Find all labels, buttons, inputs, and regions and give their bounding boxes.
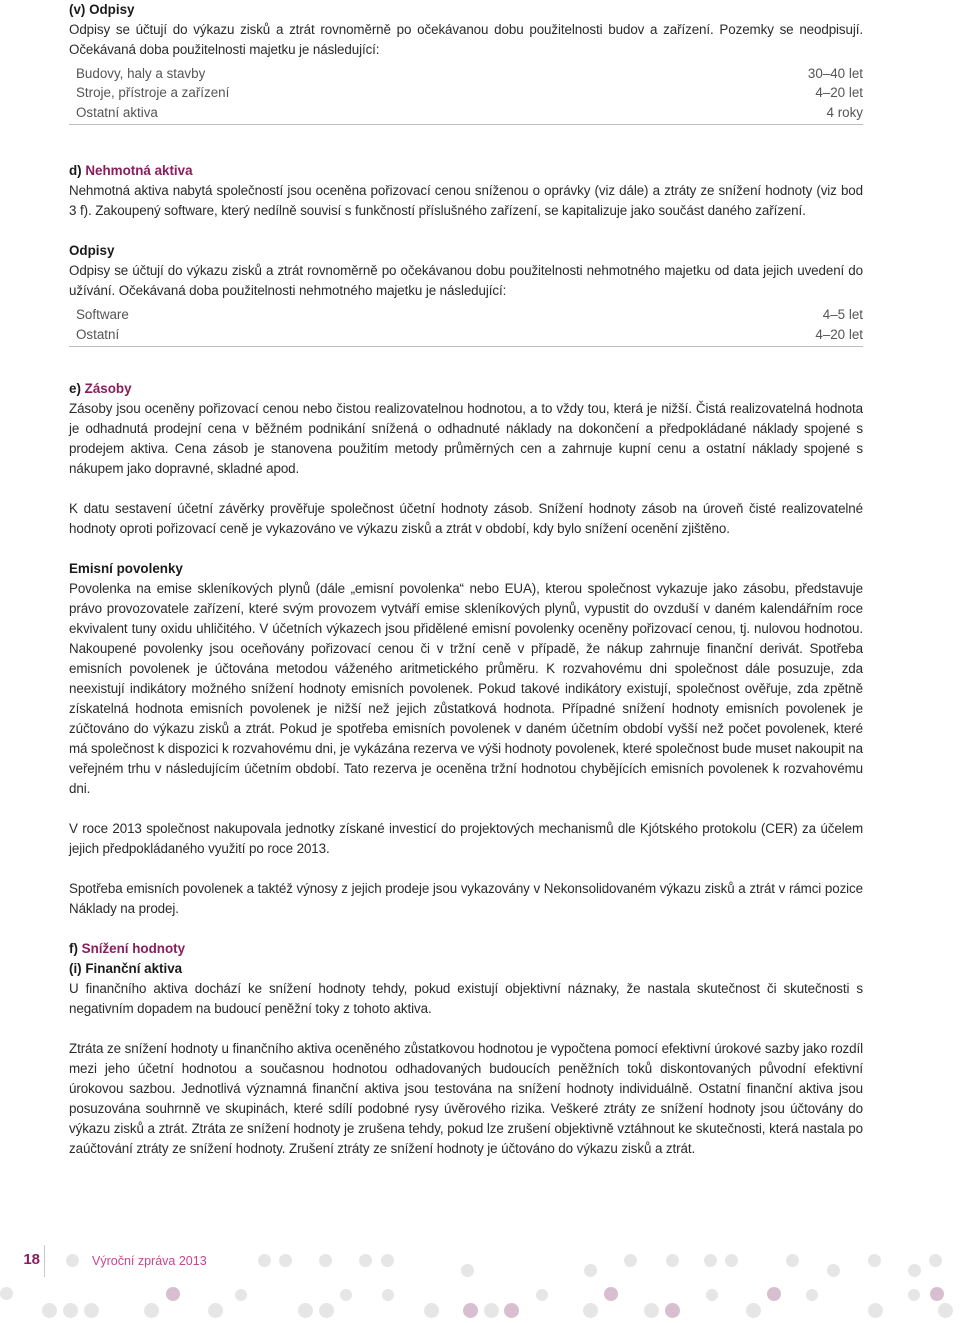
section-d-title: Nehmotná aktiva xyxy=(85,163,193,178)
decorative-dot xyxy=(298,1303,313,1318)
section-e-heading xyxy=(69,379,863,399)
decorative-dot xyxy=(319,1254,332,1267)
decorative-dot xyxy=(424,1303,439,1318)
table-cell-value: 4–20 let xyxy=(815,85,863,100)
decorative-dot xyxy=(536,1289,548,1301)
decorative-dot xyxy=(929,1254,942,1267)
useful-life-table xyxy=(69,64,863,125)
table-cell-label: Budovy, haly a stavby xyxy=(76,66,206,81)
decorative-dot xyxy=(279,1254,292,1267)
decorative-dot xyxy=(584,1264,597,1277)
section-f-heading xyxy=(69,939,863,959)
decorative-dot xyxy=(504,1303,519,1318)
decorative-dot xyxy=(359,1254,372,1267)
table-row xyxy=(69,102,863,125)
decorative-dot xyxy=(235,1289,247,1301)
decorative-dot xyxy=(461,1264,474,1277)
section-d-sub-text: Odpisy se účtují do výkazu zisků a ztrát rovnoměrně po očekávanou dobu použitelnosti nehmotného majetku od data jejich uvedení do užívání. Očekávaná doba použitelnosti nehmotného majetku je následující: xyxy=(69,263,863,298)
decorative-dot xyxy=(746,1303,761,1318)
section-e-p2: K datu sestavení účetní závěrky prověřuje společnost účetní hodnoty zásob. Snížení hodnoty zásob na úroveň čisté realizovatelné hodnoty oproti pořizovací ceně je vykazováno ve výkazu zisků a ztrát v období, kdy bylo snížení ocenění zjištěno. xyxy=(69,501,863,536)
decorative-dot xyxy=(463,1303,478,1318)
section-v-heading: (v) Odpisy xyxy=(69,2,135,17)
decorative-dot xyxy=(84,1303,99,1318)
emise-p1: Povolenka na emise skleníkových plynů (dále „emisní povolenka“ nebo EUA), kterou společnost vykazuje jako zásobu, představuje právo provozovatele zařízení, které svým provozem vytváří emise skleníkových plynů, vypustit do ovzduší v daném kalendářním roce ekvivalent tuny oxidu uhličitého. V účetních výkazech jsou přidělené emisní povolenky oceněny pořizovací cenou, tj. nulovou hodnotou. Nakoupené povolenky jsou oceňovány pořizovací cenou či v tržní ceně v případě, že nákup zahrnuje finanční derivát. Spotřeba emisních povolenek je účtována metodou váženého aritmetického průměru. K rozvahovému dni společnost dále posuzuje, zda neexistují indikátory možného snížení hodnoty emisních povolenek. Pokud takové indikátory existují, společnost ověřuje, zda zpětně získatelná hodnota emisních povolenek je nižší než jejich zůstatková hodnota. Případné snížení hodnoty emisních povolenek je zúčtováno do výkazu zisků a ztrát. Pokud je spotřeba emisních povolenek v daném účetním období vyšší než počet povolenek, které má společnost k dispozici k rozvahovému dni, je vykázána rezerva ve výši hodnoty povolenek, které společnost bude muset nakoupit na veřejném trhu v následujícím účetním období. Tato rezerva je oceněna tržní hodnotou chybějících emisních povolenek k rozvahovému dni. xyxy=(69,581,863,796)
table-cell-label: Ostatní aktiva xyxy=(76,105,158,120)
document-page xyxy=(69,0,863,1159)
section-f-letter: f) xyxy=(69,941,78,956)
table-cell-value: 30–40 let xyxy=(807,66,863,81)
decorative-dot xyxy=(319,1303,334,1318)
decorative-dot xyxy=(624,1254,637,1267)
decorative-dot xyxy=(725,1254,738,1267)
table-row xyxy=(69,83,863,102)
section-v-text: Odpisy se účtují do výkazu zisků a ztrát rovnoměrně po očekávanou dobu použitelnosti budov a zařízení. Pozemky se neodpisují. Očekávaná doba použitelnosti majetku je následující: xyxy=(69,22,863,57)
footer-divider xyxy=(44,1245,45,1277)
section-d-text: Nehmotná aktiva nabytá společností jsou oceněna pořizovací cenou sníženou o oprávky (viz dále) a ztráty ze snížení hodnoty (viz bod 3 f). Zakoupený software, který nedílně souvisí s funkčností příslušného zařízení, se kapitalizuje jako součást daného zařízení. xyxy=(69,183,863,218)
decorative-dot xyxy=(908,1264,921,1277)
emise-p2: V roce 2013 společnost nakupovala jednotky získané investicí do projektových mechanismů dle Kjótského protokolu (CER) za účelem jejich předpokládaného využití po roce 2013. xyxy=(69,821,863,856)
decorative-dot xyxy=(908,1289,920,1301)
decorative-dot xyxy=(938,1303,953,1318)
decorative-dot xyxy=(704,1254,717,1267)
decorative-dot xyxy=(0,1287,13,1300)
section-f-title: Snížení hodnoty xyxy=(81,941,186,956)
decorative-dot xyxy=(340,1289,352,1301)
section-d-sub-heading: Odpisy xyxy=(69,243,115,258)
table-cell-value: 4–20 let xyxy=(815,327,863,342)
decorative-dot xyxy=(827,1264,840,1277)
decorative-dot xyxy=(144,1303,159,1318)
decorative-dot xyxy=(258,1254,271,1267)
decorative-dot xyxy=(665,1303,680,1318)
decorative-dot xyxy=(868,1254,881,1267)
section-d-heading xyxy=(69,161,863,181)
table-cell-value: 4–5 let xyxy=(822,307,863,322)
emise-heading: Emisní povolenky xyxy=(69,561,183,576)
decorative-dot xyxy=(930,1287,944,1301)
footer-title: Výroční zpráva 2013 xyxy=(92,1254,207,1268)
table-row xyxy=(69,324,863,347)
decorative-dot xyxy=(583,1303,598,1318)
decorative-dot xyxy=(604,1287,618,1301)
decorative-dot xyxy=(63,1303,78,1318)
table-cell-label: Software xyxy=(76,307,129,322)
decorative-dot xyxy=(166,1287,180,1301)
section-f-p2: Ztráta ze snížení hodnoty u finančního aktiva oceněného zůstatkovou hodnotou je vypočtena pomocí efektivní úrokové sazby jako rozdíl mezi jeho účetní hodnotou a současnou hodnotou odhadovaných budoucích peněžních toků diskontovaných původní efektivní úrokovou sazbou. Jednotlivá významná finanční aktiva jsou testována na snížení hodnoty individuálně. Ostatní finanční aktiva jsou posuzována souhrnně ve skupinách, které sdílí podobné rysy úvěrového rizika. Veškeré ztráty ze snížení hodnoty jsou účtovány do výkazu zisků a ztrát. Ztráta ze snížení hodnoty je zrušena tehdy, pokud lze zrušení objektivně vztáhnout ke skutečnosti, která nastala po zaúčtování ztráty ze snížení hodnoty. Zrušení ztráty ze snížení hodnoty je účtováno do výkazu zisků a ztrát. xyxy=(69,1041,863,1156)
section-f-p1: U finančního aktiva dochází ke snížení hodnoty tehdy, pokud existují objektivní náznaky, že nastala skutečnost či skutečnosti s negativním dopadem na budoucí peněžní toky z tohoto aktiva. xyxy=(69,981,863,1016)
table-cell-value: 4 roky xyxy=(826,105,863,120)
decorative-dot xyxy=(382,1289,394,1301)
decorative-dot xyxy=(806,1289,818,1301)
section-e-p1: Zásoby jsou oceněny pořizovací cenou nebo čistou realizovatelnou hodnotou, a to vždy tou, která je nižší. Čistá realizovatelná hodnota je odhadnutá prodejní cena v běžném podnikání snížená o odhadnuté náklady na dokončení a předpokládané náklady spojené s prodejem aktiva. Cena zásob je stanovena použitím metody průměrných cen a zahrnuje kupní cenu a ostatní náklady spojené s nákupem jako dopravné, skladné apod. xyxy=(69,401,863,476)
table-cell-label: Stroje, přístroje a zařízení xyxy=(76,85,230,100)
decorative-dot xyxy=(208,1303,223,1318)
decorative-dot xyxy=(666,1254,679,1267)
decorative-dot xyxy=(381,1254,394,1267)
decorative-dot xyxy=(868,1303,883,1318)
table-row xyxy=(69,305,863,324)
decorative-dot xyxy=(644,1303,659,1318)
emise-p3: Spotřeba emisních povolenek a taktéž výnosy z jejich prodeje jsou vykazovány v Nekonsolidovaném výkazu zisků a ztrát v rámci pozice Náklady na prodej. xyxy=(69,881,863,916)
section-e-letter: e) xyxy=(69,381,81,396)
table-cell-label: Ostatní xyxy=(76,327,120,342)
page-footer xyxy=(0,1245,960,1323)
section-f-sub-heading: (i) Finanční aktiva xyxy=(69,961,183,976)
decorative-dot xyxy=(66,1254,79,1267)
decorative-dot xyxy=(767,1287,781,1301)
decorative-dot xyxy=(706,1289,718,1301)
section-d-letter: d) xyxy=(69,163,82,178)
decorative-dot xyxy=(484,1303,499,1318)
section-e-title: Zásoby xyxy=(84,381,132,396)
decorative-dot xyxy=(42,1303,57,1318)
decorative-dot xyxy=(786,1254,799,1267)
intangible-life-table xyxy=(69,305,863,347)
page-number: 18 xyxy=(23,1251,40,1268)
table-row xyxy=(69,64,863,83)
